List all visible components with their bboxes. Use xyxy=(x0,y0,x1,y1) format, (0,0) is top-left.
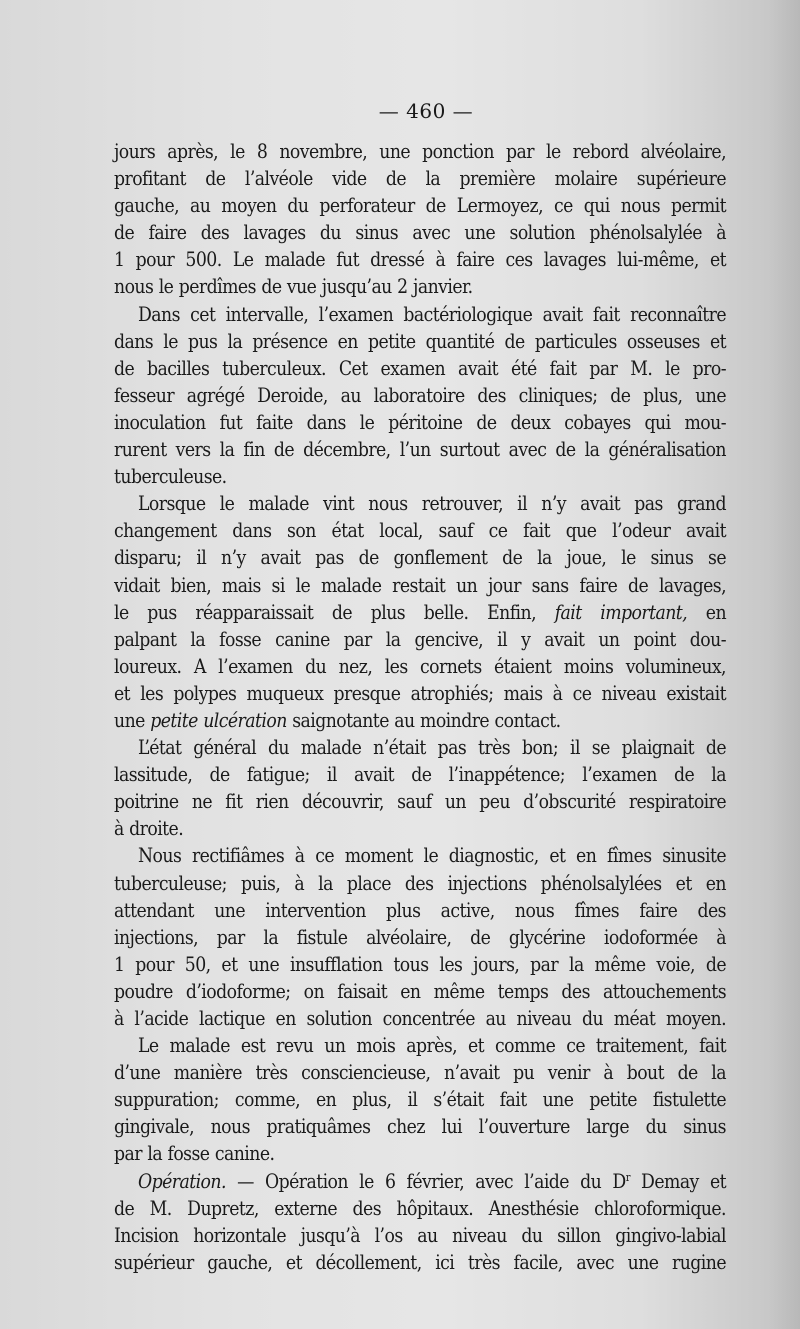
text-segment: une xyxy=(114,708,145,732)
text-line: dans le pus la présence en petite quantité de particules osseuses et xyxy=(114,329,726,353)
text-line: et les polypes muqueux presque atrophiés; mais à ce niveau existait xyxy=(114,681,726,705)
text-line: loureux. A l’examen du nez, les cornets étaient moins volumineux, xyxy=(114,654,726,678)
text-line-mixed xyxy=(114,707,726,734)
text-line: Dans cet intervalle, l’examen bactériologique avait fait reconnaître xyxy=(138,302,726,326)
text-line: Le malade est revu un mois après, et comme ce traitement, fait xyxy=(138,1034,726,1058)
text-segment: — Opération le 6 février, avec l’aide du D xyxy=(225,1169,626,1193)
text-line: L’état général du malade n’était pas très bon; il se plaignait de xyxy=(138,736,726,760)
paragraph-3 xyxy=(114,490,726,734)
text-line: Lorsque le malade vint nous retrouver, il n’y avait pas grand xyxy=(138,492,726,516)
italic-emphasis: petite ulcération xyxy=(150,708,287,732)
text-line: 1 pour 500. Le malade fut dressé à faire ces lavages lui-même, et xyxy=(114,248,726,272)
text-line-mixed xyxy=(114,1168,726,1195)
body-text xyxy=(114,138,726,1276)
paragraph-1 xyxy=(114,138,726,301)
document-page xyxy=(114,96,726,1276)
section-heading-inline: Opération. xyxy=(138,1169,226,1193)
text-line: de M. Dupretz, externe des hôpitaux. Anesthésie chloroformique. xyxy=(114,1196,726,1220)
text-line: par la fosse canine. xyxy=(114,1142,275,1166)
paragraph-6 xyxy=(114,1032,726,1167)
text-line: disparu; il n’y avait pas de gonflement de la joue, le sinus se xyxy=(114,546,726,570)
paragraph-4 xyxy=(114,734,726,842)
text-line: nous le perdîmes de vue jusqu’au 2 janvier. xyxy=(114,275,473,299)
text-line: gauche, au moyen du perforateur de Lermoyez, ce qui nous permit xyxy=(114,194,726,218)
paragraph-operation xyxy=(114,1168,726,1276)
text-line: supérieur gauche, et décollement, ici très facile, avec une rugine xyxy=(114,1250,726,1274)
text-line: poitrine ne fit rien découvrir, sauf un peu d’obscurité respiratoire xyxy=(114,790,726,814)
text-line: de bacilles tuberculeux. Cet examen avait été fait par M. le pro- xyxy=(114,356,726,380)
text-segment: en xyxy=(705,600,727,624)
text-line: vidait bien, mais si le malade restait un jour sans faire de lavages, xyxy=(114,573,726,597)
text-line: à l’acide lactique en solution concentrée au niveau du méat moyen. xyxy=(114,1007,726,1030)
text-line: attendant une intervention plus active, nous fîmes faire des xyxy=(114,898,726,922)
text-line: injections, par la fistule alvéolaire, de glycérine iodoformée à xyxy=(114,925,726,949)
superscript: r xyxy=(625,1170,630,1184)
text-line: 1 pour 50, et une insufflation tous les jours, par la même voie, de xyxy=(114,952,726,976)
text-line: jours après, le 8 novembre, une ponction par le rebord alvéolaire, xyxy=(114,140,726,163)
text-line: fesseur agrégé Deroide, au laboratoire des cliniques; de plus, une xyxy=(114,383,726,407)
text-line: Incision horizontale jusqu’à l’os au niveau du sillon gingivo-labial xyxy=(114,1223,726,1247)
text-line: inoculation fut faite dans le péritoine de deux cobayes qui mou- xyxy=(114,410,726,434)
paragraph-2 xyxy=(114,301,726,491)
text-line: d’une manière très consciencieuse, n’avait pu venir à bout de la xyxy=(114,1061,726,1085)
paragraph-5 xyxy=(114,842,726,1032)
text-line: tuberculeuse; puis, à la place des injections phénolsalylées et en xyxy=(114,871,726,895)
text-line: changement dans son état local, sauf ce fait que l’odeur avait xyxy=(114,519,726,543)
text-segment: Demay et xyxy=(629,1169,726,1193)
text-line-mixed xyxy=(114,599,726,626)
text-line: poudre d’iodoforme; on faisait en même temps des attouchements xyxy=(114,979,726,1003)
text-line: tuberculeuse. xyxy=(114,465,227,489)
italic-emphasis: fait important, xyxy=(554,600,688,624)
text-line: profitant de l’alvéole vide de la première molaire supérieure xyxy=(114,167,726,191)
text-line: de faire des lavages du sinus avec une solution phénolsalylée à xyxy=(114,221,726,245)
text-line: lassitude, de fatigue; il avait de l’inappétence; l’examen de la xyxy=(114,763,726,787)
text-line: gingivale, nous pratiquâmes chez lui l’ouverture large du sinus xyxy=(114,1115,726,1139)
text-segment: le pus réapparaissait de plus belle. Enfin, xyxy=(114,600,537,624)
text-line: rurent vers la fin de décembre, l’un surtout avec de la généralisation xyxy=(114,438,726,462)
page-number: — 460 — xyxy=(378,99,474,123)
text-line: à droite. xyxy=(114,817,184,841)
text-line: palpant la fosse canine par la gencive, il y avait un point dou- xyxy=(114,627,726,651)
text-line: suppuration; comme, en plus, il s’était fait une petite fistulette xyxy=(114,1088,726,1112)
text-segment: saignotante au moindre contact. xyxy=(292,708,561,732)
text-line: Nous rectifiâmes à ce moment le diagnostic, et en fîmes sinusite xyxy=(138,844,726,868)
